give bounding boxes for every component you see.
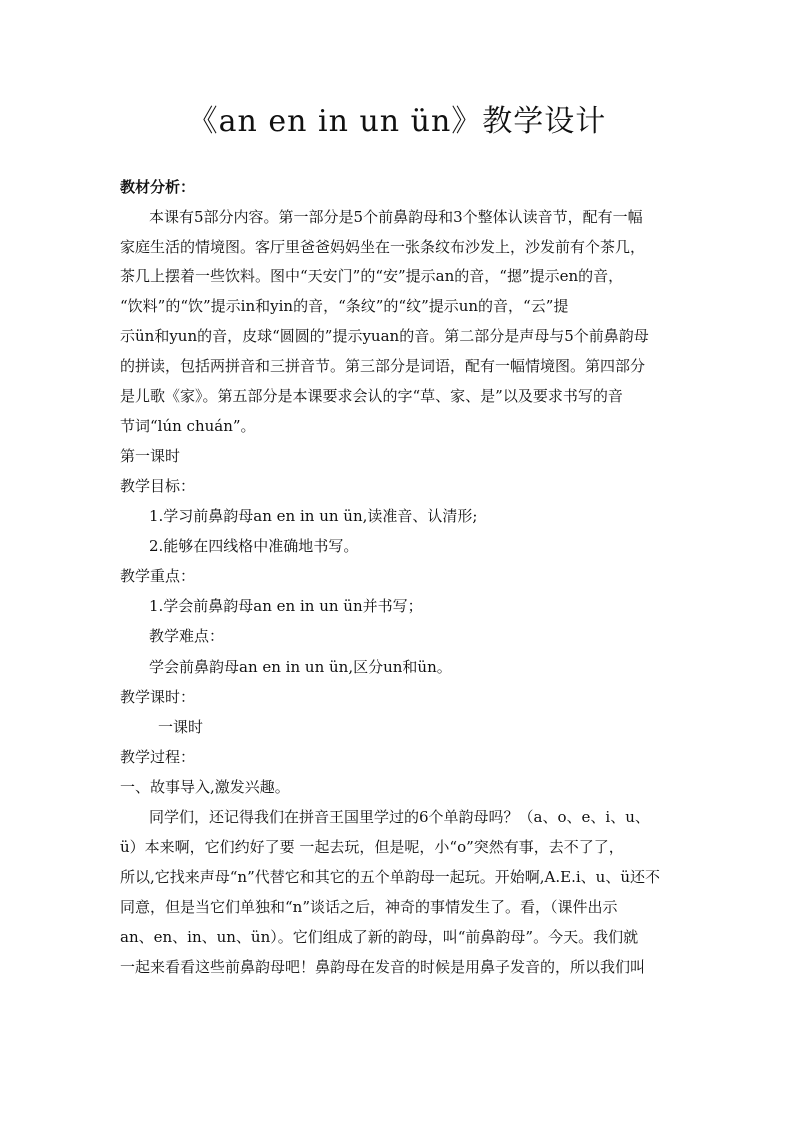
section-heading: 教学过程： (120, 748, 196, 766)
paragraph-line: ü）本来啊，它们约好了要 一起去玩，但是呢，小“o”突然有事，去不了了， (120, 838, 624, 856)
section-heading: 教学重点： (120, 567, 196, 585)
paragraph-line: 茶几上摆着一些饮料。图中“天安门”的“安”提示an的音，“摁”提示en的音， (120, 267, 624, 285)
paragraph-line: 的拼读，包括两拼音和三拼音节。第三部分是词语，配有一幅情境图。第四部分 (120, 357, 646, 375)
list-item: 1.学习前鼻韵母an en in un ün,读准音、认清形; (149, 507, 478, 525)
section-heading: 第一课时 (120, 447, 181, 465)
section-heading: 教学难点： (149, 627, 225, 645)
paragraph-line: 本课有5部分内容。第一部分是5个前鼻韵母和3个整体认读音节，配有一幅 (149, 208, 643, 226)
section-heading: 教材分析： (120, 178, 196, 196)
section-heading: 教学目标： (120, 477, 196, 495)
paragraph-line: 同意，但是当它们单独和“n”谈话之后，神奇的事情发生了。看，（课件出示 (120, 898, 618, 916)
document-title: 《an en in un ün》教学设计 (187, 104, 607, 139)
paragraph-line: 节词“lún chuán”。 (120, 417, 256, 435)
paragraph-line: an、en、in、un、ün）。它们组成了新的韵母，叫“前鼻韵母”。今天。我们就 (120, 928, 639, 946)
paragraph-line: 家庭生活的情境图。客厅里爸爸妈妈坐在一张条纹布沙发上，沙发前有个茶几， (120, 238, 646, 256)
paragraph-line: 学会前鼻韵母an en in un ün,区分un和ün。 (149, 658, 452, 676)
list-item: 1.学会前鼻韵母an en in un ün并书写； (149, 597, 423, 615)
paragraph-line: 所以,它找来声母“n”代替它和其它的五个单韵母一起玩。开始啊,A.E.i、u、ü还不 (120, 868, 660, 886)
paragraph-line: 一课时 (158, 718, 204, 736)
section-heading: 教学课时： (120, 688, 196, 706)
paragraph-line: 示ün和yun的音，皮球“圆圆的”提示yuan的音。第二部分是声母与5个前鼻韵母 (120, 327, 649, 345)
paragraph-line: 一起来看看这些前鼻韵母吧！鼻韵母在发音的时候是用鼻子发音的，所以我们叫 (120, 958, 646, 976)
paragraph-line: 是儿歌《家》。第五部分是本课要求会认的字“草、家、是”以及要求书写的音 (120, 387, 623, 405)
list-item: 2.能够在四线格中准确地书写。 (149, 537, 359, 555)
paragraph-line: 同学们，还记得我们在拼音王国里学过的6个单韵母吗？（a、o、e、i、u、 (149, 808, 650, 826)
section-heading: 一、故事导入,激发兴趣。 (120, 778, 290, 796)
paragraph-line: “饮料”的“饮”提示in和yin的音，“条纹”的“纹”提示un的音，“云”提 (120, 297, 569, 315)
